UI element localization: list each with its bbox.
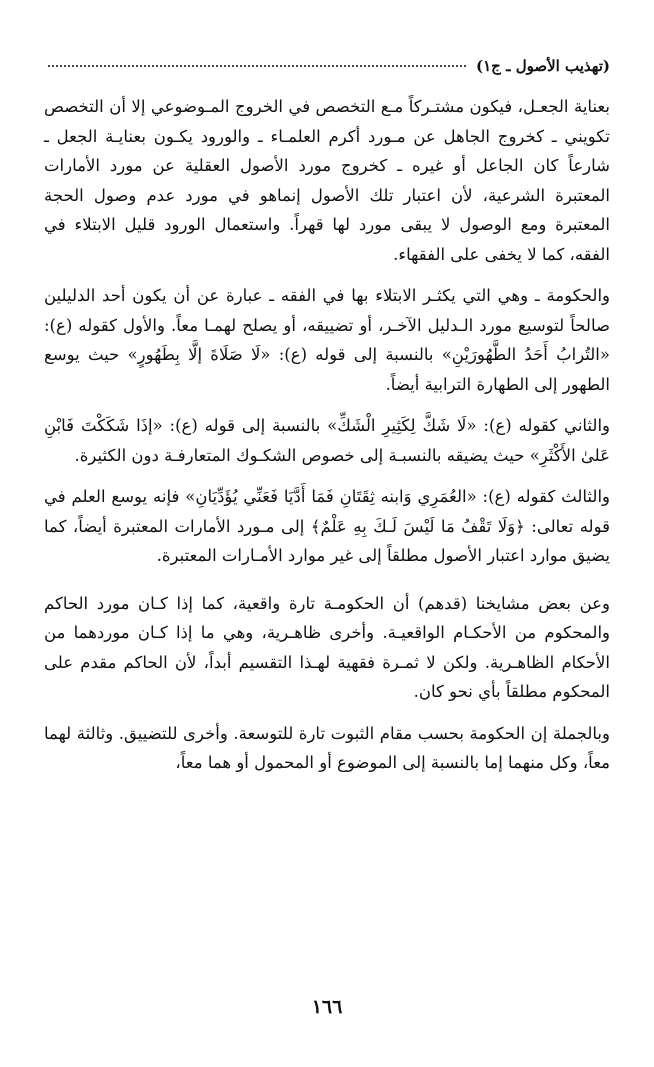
paragraph-1: بعناية الجعـل، فيكون مشتـركاً مـع التخصص في الخروج المـوضوعي إلا أن التخصص تكويني ـ كخروج الجاهل عن مـورد أكرم العلمـاء ـ والورود يكـون بعنايـة الجعل ـ شارعاً كان الجاعل أو غيره ـ كخروج مورد الأصول العقلية عن مورد الأمارات المعتبرة الشرعية، لأن اعتبار تلك الأصول إنماهو في مورد عدم وصول الحجة المعتبرة ومع الوصول لا يبقى مورد لها قهراً. واستعمال الورود قليل الابتلاء في الفقه، كما لا يخفى على الفقهاء. (44, 97, 610, 264)
page-body (44, 92, 610, 790)
header-title: (تهذيب الأصول ـ ج١) (476, 57, 610, 75)
paragraph-3: والثاني كقوله (ع): «لَا شَكَّ لِكَثِيرِ الْشَكِّ» بالنسبة إلى قوله (ع): «إذَا شَكَكْتَ فَابْنِ عَلىٰ الأَكْثَرِ» حيث يضيقه بالنسبـة إلى خصوص الشكـوك المتعارفـة دون الكثيرة. (44, 416, 610, 465)
page-number: ١٦٦ (311, 996, 343, 1018)
paragraph-5: وعن بعض مشايخنا (قدهم) أن الحكومـة تارة واقعية، كما إذا كـان مورد الحاكم والمحكوم من الأحكـام الواقعيـة. وأخرى ظاهـرية، وهي ما إذا كـان موردهما من الأحكام الظاهـرية. ولكن لا ثمـرة فقهية لهـذا التقسيم أبداً، لأن الحاكم مقدم على المحكوم مطلقاً بأي نحو كان. (44, 593, 610, 701)
paragraph-4: والثالث كقوله (ع): «العُمَرِي وَابنه ثِقَتَانِ فَمَا أَدَّيَا فَعَنِّي يُؤَدِّيَانِ» فإنه يوسع العلم في قوله تعالى: ﴿وَلَا تَقْفُ مَا لَيْسَ لَـكَ بِهِ عَلْمٌ﴾ إلى مـورد الأمارات المعتبرة أيضاً، كما يضيق موارد اعتبار الأصول مطلقاً إلى غير موارد الأمـارات المعتبرة. (44, 487, 610, 565)
paragraph-2: والحكومة ـ وهي التي يكثـر الابتلاء بها في الفقه ـ عبارة عن أن يكون أحد الدليلين صالحاً لتوسيع مورد الـدليل الآخـر، أو تضييقه، أو يصلح لهمـا معاً. والأول كقوله (ع): «التُرابُ أَحَدُ الطَّهُورَيْنِ» بالنسبة إلى قوله (ع): «لَا صَلَاةَ إلَّا بِطَهُورٍ» حيث يوسع الطهور إلى الطهارة الترابية أيضاً. (44, 286, 610, 394)
running-header (44, 52, 610, 80)
header-dotted-rule (48, 65, 466, 67)
book-page (44, 44, 610, 1044)
paragraph-6: وبالجملة إن الحكومة بحسب مقام الثبوت تارة للتوسعة. وأخرى للتضييق. وثالثة لهما معاً، وكل منهما إما بالنسبة إلى الموضوع أو المحمول أو هما معاً، (44, 723, 610, 772)
